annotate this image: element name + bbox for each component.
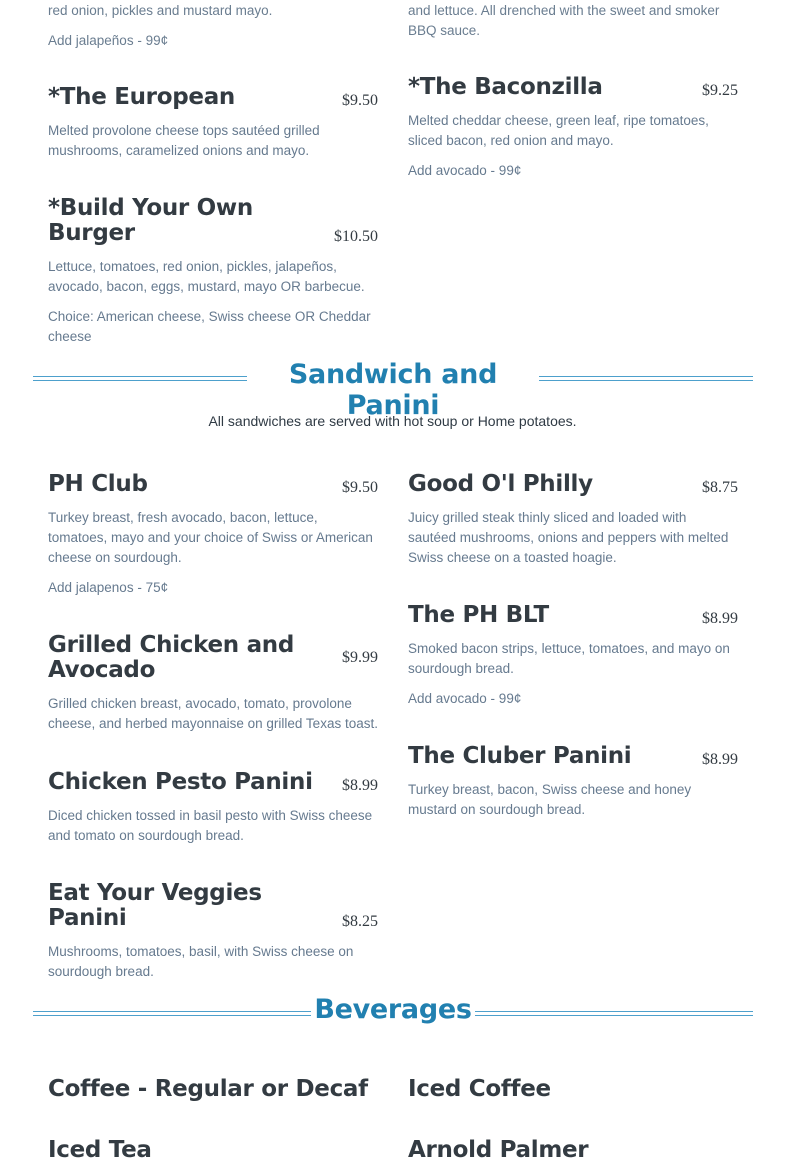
item-price: $9.25 <box>702 82 738 99</box>
menu-item <box>408 744 738 820</box>
section-intro: All sandwiches are served with hot soup or Home potatoes. <box>208 413 577 429</box>
item-price: $9.99 <box>342 649 378 666</box>
menu-item <box>408 75 738 181</box>
beverage-item: Arnold Palmer <box>408 1137 589 1163</box>
item-description: Grilled chicken breast, avocado, tomato, provolone cheese, and herbed mayonnaise on grilled Texas toast. <box>48 696 378 731</box>
item-description: Lettuce, tomatoes, red onion, pickles, jalapeños, avocado, bacon, eggs, mustard, mayo OR barbecue. <box>48 259 365 294</box>
item-price: $9.50 <box>342 92 378 109</box>
item-name: *The European <box>48 84 235 110</box>
item-name: Chicken Pesto Panini <box>48 769 313 795</box>
item-price: $8.25 <box>342 913 378 930</box>
item-price: $8.75 <box>702 479 738 496</box>
item-extra-note: Add avocado - 99¢ <box>408 163 522 178</box>
item-description: Melted cheddar cheese, green leaf, ripe tomatoes, sliced bacon, red onion and mayo. <box>408 113 709 148</box>
menu-item <box>48 196 378 347</box>
menu-item <box>48 633 378 734</box>
section-divider-left <box>33 1011 311 1016</box>
menu-item <box>48 770 378 846</box>
item-price: $8.99 <box>702 610 738 627</box>
item-price: $8.99 <box>342 777 378 794</box>
menu-item <box>48 881 378 982</box>
item-extra-note: Choice: American cheese, Swiss cheese OR Cheddar cheese <box>48 309 371 344</box>
beverage-item: Iced Coffee <box>408 1076 551 1102</box>
item-name: Eat Your Veggies Panini <box>48 880 262 931</box>
item-price: $9.50 <box>342 479 378 496</box>
menu-item <box>48 472 378 598</box>
item-description: Mushrooms, tomatoes, basil, with Swiss cheese on sourdough bread. <box>48 944 354 979</box>
item-description: Smoked bacon strips, lettuce, tomatoes, and mayo on sourdough bread. <box>408 641 730 676</box>
item-description: Diced chicken tossed in basil pesto with Swiss cheese and tomato on sourdough bread. <box>48 808 373 843</box>
item-name: Grilled Chicken and Avocado <box>48 632 295 683</box>
menu-item <box>408 472 738 568</box>
item-name: The PH BLT <box>408 602 549 628</box>
item-description: Turkey breast, fresh avocado, bacon, lettuce, tomatoes, mayo and your choice of Swiss or American cheese on sourdough. <box>48 510 373 565</box>
item-extra-note: Add avocado - 99¢ <box>408 691 522 706</box>
section-title-beverages: Beverages <box>314 994 472 1025</box>
item-name: *The Baconzilla <box>408 74 603 100</box>
section-divider-right <box>539 376 753 381</box>
item-name: The Cluber Panini <box>408 743 632 769</box>
item-description: Turkey breast, bacon, Swiss cheese and honey mustard on sourdough bread. <box>408 782 692 817</box>
item-price: $8.99 <box>702 751 738 768</box>
section-title-sandwich: Sandwich and Panini <box>288 359 498 421</box>
item-price: $10.50 <box>334 228 378 245</box>
beverage-item: Iced Tea <box>48 1137 152 1163</box>
burger-desc-fragment: red onion, pickles and mustard mayo. <box>48 3 273 18</box>
baconzilla-desc-fragment-1: and lettuce. All drenched with the sweet and smoker <box>408 3 720 18</box>
item-extra-note: Add jalapenos - 75¢ <box>48 580 169 595</box>
section-divider-left <box>33 376 247 381</box>
item-name: *Build Your Own Burger <box>48 195 253 246</box>
baconzilla-desc-fragment-2: BBQ sauce. <box>408 23 481 38</box>
item-description: Juicy grilled steak thinly sliced and loaded with sautéed mushrooms, onions and peppers with melted Swiss cheese on a toasted hoagie. <box>408 510 729 565</box>
menu-item <box>48 85 378 161</box>
burger-addon-note: Add jalapeños - 99¢ <box>48 33 169 48</box>
menu-item <box>408 603 738 709</box>
section-divider-right <box>475 1011 753 1016</box>
item-name: PH Club <box>48 471 148 497</box>
item-description: Melted provolone cheese tops sautéed grilled mushrooms, caramelized onions and mayo. <box>48 123 320 158</box>
item-name: Good O'l Philly <box>408 471 593 497</box>
beverage-item: Coffee - Regular or Decaf <box>48 1076 368 1102</box>
